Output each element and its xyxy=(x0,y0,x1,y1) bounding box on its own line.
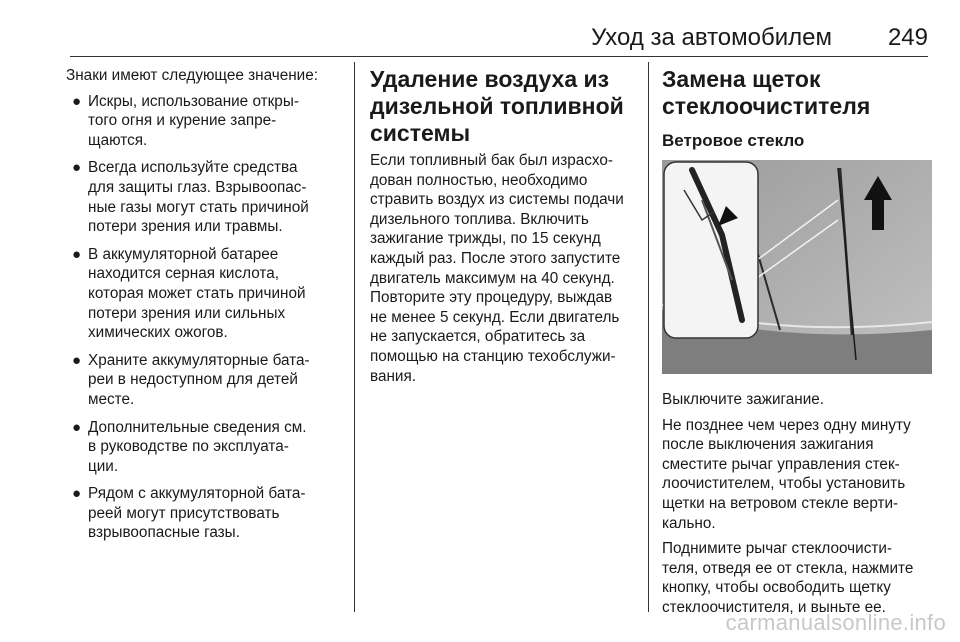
list-item xyxy=(66,418,342,477)
bullet-icon: ● xyxy=(72,418,82,436)
section-heading-diesel: Удаление воздуха из дизельной топливной системы xyxy=(370,66,624,146)
bullet-icon: ● xyxy=(72,351,82,369)
bullet-icon: ● xyxy=(72,92,82,110)
list-item-text: Храните аккумуляторные бата- реи в недоступном для детей месте. xyxy=(88,351,310,408)
page-number: 249 xyxy=(887,24,928,51)
bullet-icon: ● xyxy=(72,245,82,263)
column-divider-right xyxy=(648,62,649,612)
wiper-step-3: Поднимите рычаг стеклоочисти- теля, отведя ее от стекла, нажмите кнопку, чтобы освободить щетку стеклоочистителя, и выньте ее. xyxy=(662,540,914,616)
column-divider-left xyxy=(354,62,355,612)
detail-inset xyxy=(664,162,758,338)
column-battery-symbols xyxy=(66,66,342,551)
list-item xyxy=(66,245,342,343)
list-item-text: Искры, использование откры- того огня и курение запре- щаются. xyxy=(88,92,299,149)
subheading-windshield: Ветровое стекло xyxy=(662,131,805,150)
list-item-text: Рядом с аккумуляторной бата- реей могут присутствовать взрывоопасные газы. xyxy=(88,485,306,542)
column-wiper-replacement xyxy=(662,66,932,624)
column-diesel-bleeding xyxy=(370,66,640,392)
list-item-text: В аккумуляторной батарее находится серная кислота, которая может стать причиной потери зрения или сильных химических ожогов. xyxy=(88,245,306,342)
page-header xyxy=(70,18,928,57)
header-title: Уход за автомобилем xyxy=(591,24,832,51)
list-item xyxy=(66,351,342,410)
list-item xyxy=(66,92,342,151)
list-item xyxy=(66,484,342,543)
diesel-body-text: Если топливный бак был израсхо- дован полностью, необходимо стравить воздух из системы подачи дизельного топлива. Включить зажигание трижды, по 15 секунд каждый раз. После этого запустите двигатель максимум на 40 секунд. Повторите эту процедуру, выждав не менее 5 секунд. Если двигатель не запускается, обратитесь за помощью на станцию техобслужи- вания. xyxy=(370,152,624,385)
wiper-illustration xyxy=(662,160,932,374)
symbols-list xyxy=(66,92,342,543)
bullet-icon: ● xyxy=(72,485,82,503)
watermark: carmanualsonline.info xyxy=(725,610,946,635)
bullet-icon: ● xyxy=(72,159,82,177)
symbols-intro: Знаки имеют следующее значение: xyxy=(66,67,318,84)
list-item-text: Всегда используйте средства для защиты глаз. Взрывоопас- ные газы могут стать причиной потери зрения или травмы. xyxy=(88,159,309,236)
section-heading-wiper: Замена щеток стеклоочистителя xyxy=(662,66,871,119)
list-item xyxy=(66,158,342,236)
wiper-step-2: Не позднее чем через одну минуту после выключения зажигания сместите рычаг управления стек- лоочистителем, чтобы установить щетки на ветровом стекле верти- кально. xyxy=(662,416,911,532)
wiper-step-1: Выключите зажигание. xyxy=(662,391,825,408)
list-item-text: Дополнительные сведения см. в руководстве по эксплуата- ции. xyxy=(88,418,307,475)
